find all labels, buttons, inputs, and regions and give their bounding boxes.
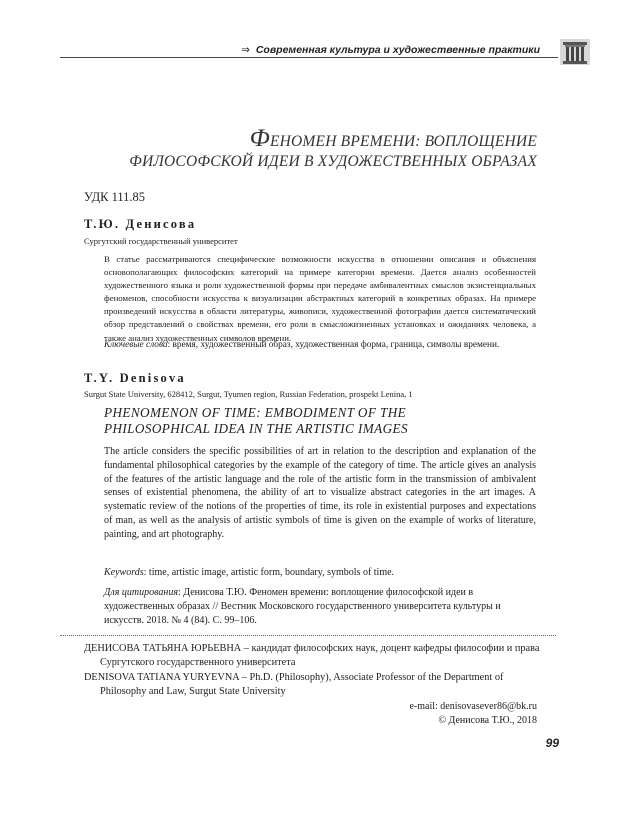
dotted-divider [60,635,556,636]
author-affiliation-en: Surgut State University, 628412, Surgut, Tyumen region, Russian Federation, prospekt Lenina, 1 [84,389,413,399]
author-info-ru: ДЕНИСОВА ТАТЬЯНА ЮРЬЕВНА – кандидат философских наук, доцент кафедры философии и права Сургутского государственного университета [84,643,540,668]
header-rule [60,57,558,58]
keywords-en: Keywords: time, artistic image, artistic form, boundary, symbols of time. [104,567,395,578]
arrow-icon: ⇒ [241,44,250,56]
article-title-en: PHENOMENON OF TIME: EMBODIMENT OF THE PHILOSOPHICAL IDEA IN THE ARTISTIC IMAGES [104,405,408,436]
article-title-ru: ФЕНОМЕН ВРЕМЕНИ: ВОПЛОЩЕНИЕ ФИЛОСОФСКОЙ ИДЕИ В ХУДОЖЕСТВЕННЫХ ОБРАЗАХ [129,125,537,170]
udk-code: УДК 111.85 [84,190,146,204]
author-affiliation-ru: Сургутский государственный университет [84,236,238,246]
author-name-ru: Т.Ю. Денисова [84,217,197,231]
citation: Для цитирования: Денисова Т.Ю. Феномен времени: воплощение философской идеи в художественных образах // Вестник Московского государственного университета культуры и искусств. 2018. № 4 (84). С. 99–106. [104,587,501,626]
copyright: © Денисова Т.Ю., 2018 [438,715,537,726]
keywords-label-ru: Ключевые слова [104,340,168,350]
abstract-en: The article considers the specific possibilities of art in relation to the description and explanation of the fundamental philosophical categories by the example of the category of time. The article gives an analysis of the features of the artistic language and the role of the artistic form in the transmission of ambivalent senses of existential phenomena, the ability of art to visualize abstract categories in the art images. A systematic review of the notions of the properties of time, its role in existential purposes and expectations of man, as well as the analysis of artistic symbols of time is given on the example of works of literature, painting, and art photography. [104,446,536,540]
keywords-ru: Ключевые слова: время, художественный образ, художественная форма, граница, символы времени. [104,340,500,350]
abstract-ru: В статье рассматриваются специфические возможности искусства в отношении описания и объяснения основополагающих философских категорий на примере категории времени. Дается анализ особенностей художественного языка и роли художественной формы при передаче амбивалентных смыслов экзистенциальных феноменов, способности искусства к визуализации абстрактных категорий в конкретных образах. На примере произведений искусства в области литературы, живописи, художественной фотографии дается систематический обзор представлений о свойствах времени, его роли в смысложизненных установках и ожиданиях человека, а также анализ художественных символов времени. [104,254,536,343]
journal-column-logo-icon [560,37,590,67]
author-info-en: DENISOVA TATIANA YURYEVNA – Ph.D. (Philosophy), Associate Professor of the Department of Philosophy and Law, Surgut State University [84,672,504,697]
author-name-en: T.Y. Denisova [84,371,186,385]
page-number: 99 [545,736,559,750]
author-email: e-mail: denisovasever86@bk.ru [409,701,537,712]
running-header [241,44,540,56]
keywords-label-en: Keywords [104,567,144,578]
citation-label: Для цитирования [104,587,178,598]
title-dropcap: Ф [249,125,270,152]
section-title: Современная культура и художественные практики [255,44,540,56]
